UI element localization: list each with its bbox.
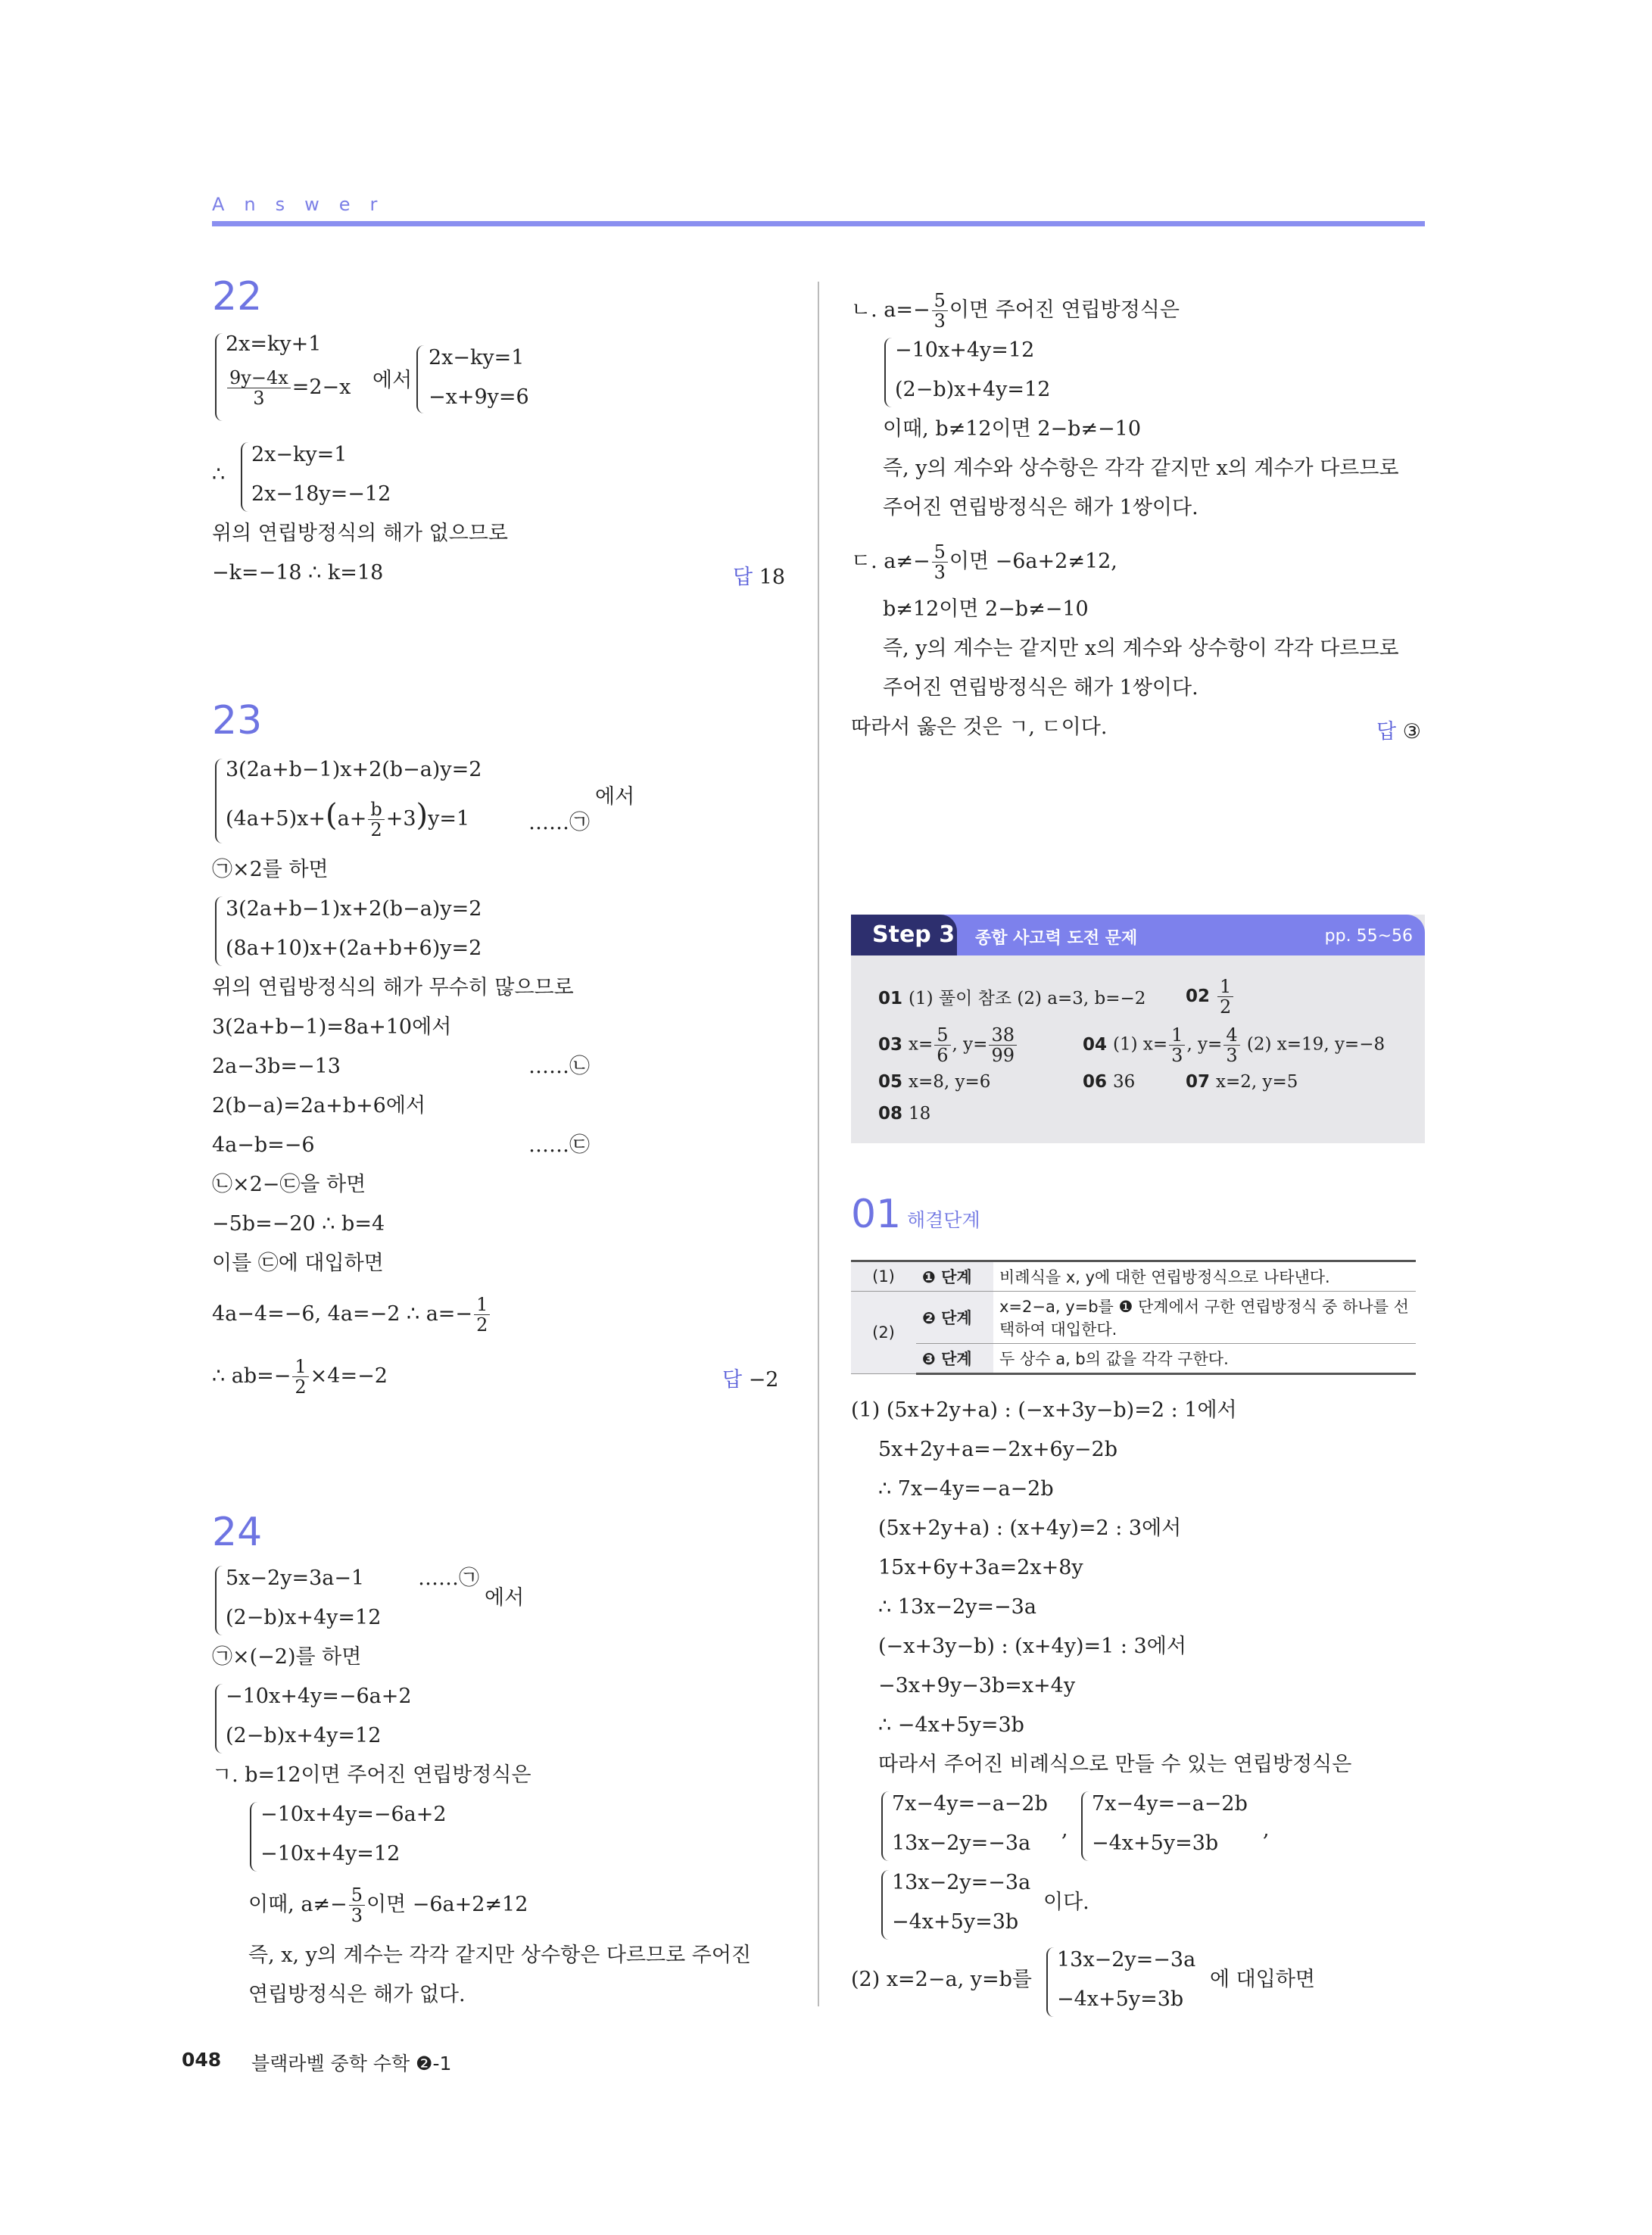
text-line: (−x+3y−b) : (x+4y)=1 : 3에서	[878, 1635, 1186, 1658]
text-line: 이때, b≠12이면 2−b≠−10	[883, 417, 1142, 441]
text-line: ㉠×2를 하면	[212, 858, 329, 881]
text-line: ㉠×(−2)를 하면	[212, 1645, 362, 1669]
eq-line: (2−b)x+4y=12	[895, 378, 1051, 401]
text-line: 이때, a≠− $\frac{5}{3}$ 이면 −6a+2≠12	[248, 1884, 528, 1926]
eq-line: −4x+5y=3b	[1057, 1987, 1184, 2011]
eq-line: −4x+5y=3b	[1092, 1831, 1219, 1855]
step3-answer: 01 (1) 풀이 참조 (2) a=3, b=−2	[878, 989, 1146, 1008]
text-line: ∴ 13x−2y=−3a	[878, 1595, 1036, 1619]
text-line: −k=−18 ∴ k=18	[212, 561, 384, 584]
step3-title: 종합 사고력 도전 문제	[975, 929, 1138, 948]
eq-line: 2x−18y=−12	[251, 482, 391, 506]
brace	[241, 442, 248, 512]
eq-line: 2x−ky=1	[251, 443, 348, 466]
eq-line: −10x+4y=−6a+2	[226, 1685, 412, 1708]
brace	[881, 1791, 889, 1861]
therefore-symbol: ∴	[212, 463, 226, 486]
eq-line: 7x−4y=−a−2b	[1092, 1792, 1248, 1816]
eq-line: 13x−2y=−3a	[892, 1831, 1031, 1855]
problem-23-number: 23	[212, 698, 263, 743]
solution-01-title: 해결단계	[907, 1209, 980, 1231]
eq-line: 13x−2y=−3a	[1057, 1948, 1196, 1972]
text-line: 이다.	[1043, 1891, 1089, 1914]
text-line: (2) x=2−a, y=b를	[851, 1968, 1032, 1991]
header-rule	[212, 221, 1425, 226]
step3-tab: Step 3	[851, 915, 957, 955]
brace	[884, 338, 892, 407]
text-line: 3(2a+b−1)=8a+10에서	[212, 1015, 452, 1039]
step3-answer: 06 36	[1083, 1072, 1136, 1092]
text-line: ∴ −4x+5y=3b	[878, 1713, 1024, 1737]
text-line: −3x+9y−3b=x+4y	[878, 1674, 1076, 1697]
brace	[416, 345, 424, 413]
text-line: ㄷ. a≠− $\frac{5}{3}$ 이면 −6a+2≠12,	[851, 541, 1117, 583]
label-circle-2: ……㉡	[528, 1055, 590, 1078]
table-row: (2) ❷ 단계 x=2−a, y=b를 ❶ 단계에서 구한 연립방정식 중 하나를 선택하여 대입한다.	[851, 1292, 1416, 1344]
eq-text: 에서	[485, 1586, 525, 1610]
problem-24-number: 24	[212, 1510, 263, 1555]
comma: ,	[1263, 1818, 1270, 1841]
page-number: 048	[182, 2049, 222, 2071]
text-line: 15x+6y+3a=2x+8y	[878, 1556, 1083, 1579]
brace	[250, 1802, 257, 1872]
solution-steps-table	[851, 1260, 1416, 1375]
step3-pages: pp. 55~56	[1324, 927, 1413, 946]
text-line: 즉, y의 계수와 상수항은 각각 같지만 x의 계수가 다르므로	[883, 457, 1399, 480]
step3-answer: 08 18	[878, 1104, 931, 1124]
eq-line: 3(2a+b−1)x+2(b−a)y=2	[226, 758, 482, 781]
eq-line: (2−b)x+4y=12	[226, 1606, 382, 1629]
text-line: ㄱ. b=12이면 주어진 연립방정식은	[212, 1763, 531, 1787]
step3-answer: 07 x=2, y=5	[1186, 1072, 1298, 1092]
brace	[215, 759, 223, 843]
text-line: 5x+2y+a=−2x+6y−2b	[878, 1438, 1117, 1461]
text-line: 따라서 주어진 비례식으로 만들 수 있는 연립방정식은	[878, 1753, 1352, 1776]
brace	[1081, 1791, 1089, 1861]
label-circle-3: ……㉢	[528, 1133, 590, 1157]
text-line: 위의 연립방정식의 해가 무수히 많으므로	[212, 976, 574, 999]
eq-line: −10x+4y=12	[260, 1842, 401, 1866]
brace	[215, 896, 223, 966]
eq-line: 2x=ky+1	[226, 332, 322, 356]
eq-line: −10x+4y=12	[895, 338, 1035, 362]
answer-23: 답 −2	[722, 1368, 779, 1392]
text-line: 즉, y의 계수는 같지만 x의 계수와 상수항이 각각 다르므로	[883, 637, 1399, 660]
eq-line: 13x−2y=−3a	[892, 1871, 1031, 1894]
comma: ,	[1061, 1818, 1068, 1841]
text-line: 4a−b=−6	[212, 1133, 315, 1157]
eq-line: (4a+5)x+(a+ $\frac{b}{2}$ +3)y=1	[226, 798, 470, 840]
step3-answer: 02 $\frac{1}{2}$	[1186, 977, 1235, 1017]
text-line: ∴ ab=− $\frac{1}{2}$ ×4=−2	[212, 1356, 388, 1398]
answer-24: 답 ③	[1376, 720, 1421, 743]
step3-answer: 03 x= $\frac{5}{6}$ , y= $\frac{38}{99}$	[878, 1025, 1018, 1065]
text-line: 2(b−a)=2a+b+6에서	[212, 1094, 426, 1118]
label-circle-1: ……㉠	[418, 1566, 479, 1590]
book-title: 블랙라벨 중학 수학 ❷-1	[251, 2053, 452, 2074]
brace	[1046, 1947, 1054, 2017]
text-line: 에 대입하면	[1210, 1968, 1315, 1991]
text-line: 주어진 연립방정식은 해가 1쌍이다.	[883, 676, 1198, 700]
eq-line: −4x+5y=3b	[892, 1910, 1019, 1934]
eq-text: 에서	[372, 369, 413, 392]
eq-line: (2−b)x+4y=12	[226, 1724, 382, 1747]
solution-01-number: 01	[851, 1192, 902, 1237]
step3-answer: 04 (1) x= $\frac{1}{3}$ , y= $\frac{4}{3}$ (2) x=19, y=−8	[1083, 1024, 1385, 1066]
text-line: 즉, x, y의 계수는 각각 같지만 상수항은 다르므로 주어진	[248, 1944, 752, 1967]
step3-answer: 05 x=8, y=6	[878, 1072, 991, 1092]
text-line: (1) (5x+2y+a) : (−x+3y−b)=2 : 1에서	[851, 1398, 1237, 1422]
table-row: ❸ 단계 두 상수 a, b의 값을 각각 구한다.	[851, 1344, 1416, 1374]
text-line: 위의 연립방정식의 해가 없으므로	[212, 522, 508, 545]
text-line: 이를 ㉢에 대입하면	[212, 1252, 384, 1275]
brace	[881, 1870, 889, 1940]
eq-text: 에서	[595, 785, 635, 809]
text-line: ㄴ. a=− $\frac{5}{3}$ 이면 주어진 연립방정식은	[851, 290, 1180, 332]
eq-line: 7x−4y=−a−2b	[892, 1792, 1048, 1816]
eq-line: (8a+10)x+(2a+b+6)y=2	[226, 937, 482, 960]
eq-line: −x+9y=6	[429, 385, 529, 409]
label-circle-1: ……㉠	[528, 811, 590, 834]
brace	[215, 1566, 223, 1635]
brace	[215, 1684, 223, 1753]
text-line: 연립방정식은 해가 없다.	[248, 1983, 466, 2006]
text-line: ㉡×2−㉢을 하면	[212, 1173, 366, 1196]
eq-line: $\frac{9y-4x}{3}$ =2−x	[226, 368, 351, 408]
text-line: b≠12이면 2−b≠−10	[883, 597, 1089, 621]
eq-line: 2x−ky=1	[429, 346, 525, 369]
column-divider	[818, 282, 819, 2006]
eq-line: 5x−2y=3a−1	[226, 1566, 365, 1590]
eq-line: −10x+4y=−6a+2	[260, 1803, 447, 1826]
problem-22-number: 22	[212, 274, 263, 320]
text-line: (5x+2y+a) : (x+4y)=2 : 3에서	[878, 1516, 1182, 1540]
text-line: 따라서 옳은 것은 ㄱ, ㄷ이다.	[851, 715, 1108, 739]
table-row: (1) ❶ 단계 비례식을 x, y에 대한 연립방정식으로 나타낸다.	[851, 1261, 1416, 1292]
text-line: 2a−3b=−13	[212, 1055, 341, 1078]
brace	[215, 333, 223, 421]
text-line: 4a−4=−6, 4a=−2 ∴ a=− $\frac{1}{2}$	[212, 1295, 491, 1335]
answer-22: 답 18	[733, 566, 786, 589]
text-line: 주어진 연립방정식은 해가 1쌍이다.	[883, 496, 1198, 519]
text-line: ∴ 7x−4y=−a−2b	[878, 1477, 1054, 1501]
eq-line: 3(2a+b−1)x+2(b−a)y=2	[226, 897, 482, 921]
text-line: −5b=−20 ∴ b=4	[212, 1212, 385, 1236]
header-label: Answer	[212, 194, 397, 215]
